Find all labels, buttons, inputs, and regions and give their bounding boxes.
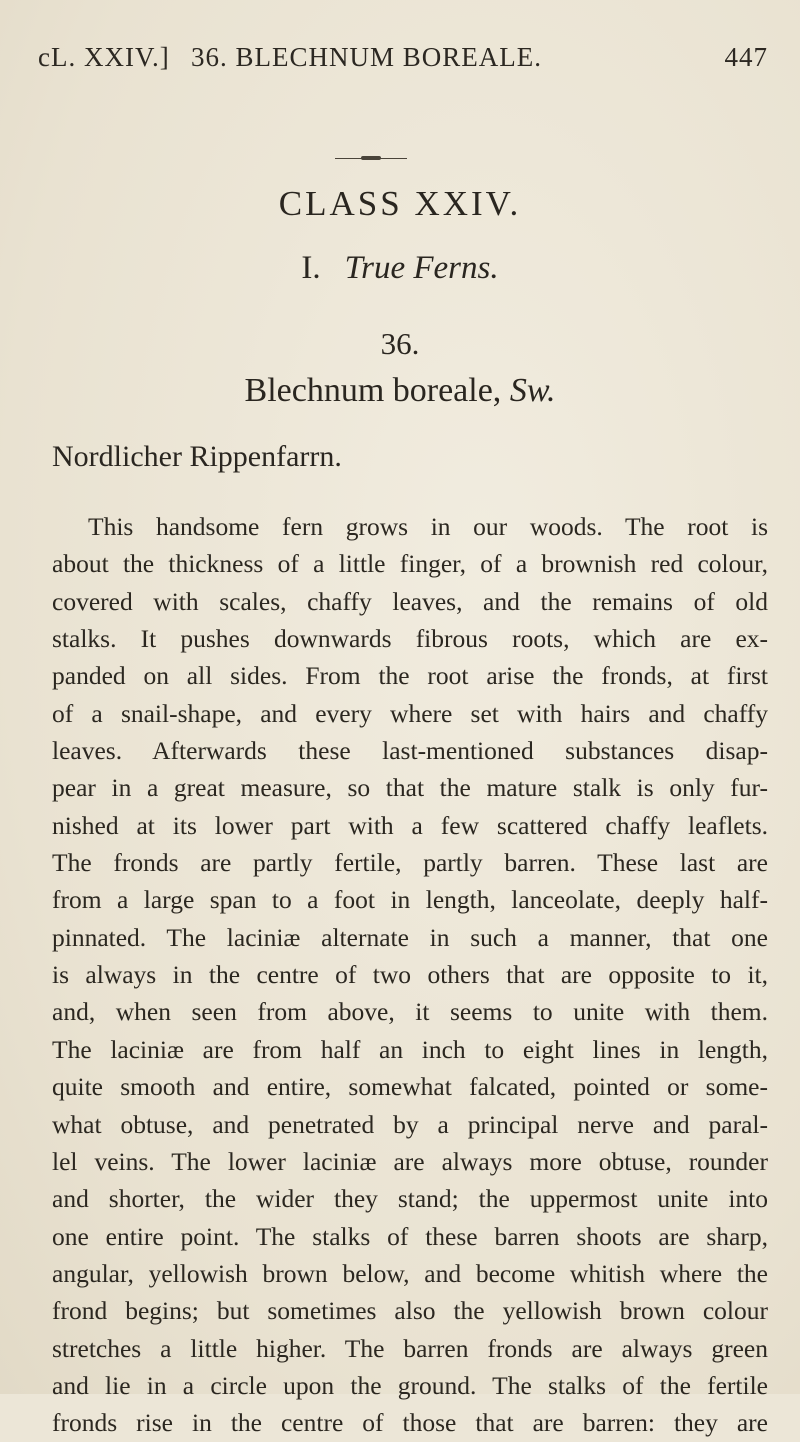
species-name: Blechnum boreale,	[244, 372, 502, 409]
text-line: stalks. It pushes downwards fibrous roots, which are ex-	[52, 624, 768, 654]
text-line: one entire point. The stalks of these barren shoots are sharp,	[52, 1221, 768, 1251]
class-heading: CLASS XXIV.	[278, 184, 522, 223]
text-line: lel veins. The lower laciniæ are always more obtuse, rounder	[52, 1146, 768, 1176]
ornamental-rule	[335, 158, 407, 159]
text-line: about the thickness of a little finger, of a brownish red colour,	[52, 549, 768, 579]
text-line: fronds rise in the centre of those that are barren: they are	[52, 1408, 768, 1438]
text-line: The fronds are partly fertile, partly barren. These last are	[52, 848, 768, 878]
text-line: of a snail-shape, and every where set with hairs and chaffy	[52, 698, 768, 728]
text-line: angular, yellowish brown below, and become whitish where the	[52, 1258, 768, 1288]
text-line: nished at its lower part with a few scattered chaffy leaflets.	[52, 810, 768, 840]
text-line: This handsome fern grows in our woods. The root is	[88, 512, 768, 541]
text-line: is always in the centre of two others that are opposite to it,	[52, 960, 768, 990]
text-line: from a large span to a foot in length, lanceolate, deeply half-	[52, 885, 768, 915]
text-line: covered with scales, chaffy leaves, and the remains of old	[52, 586, 768, 616]
text-line: quite smooth and entire, somewhat falcated, pointed or some-	[52, 1072, 768, 1102]
running-head-class: cL. XXIV.]	[38, 42, 170, 72]
text-line: and, when seen from above, it seems to unite with them.	[52, 997, 768, 1027]
text-line: pinnated. The laciniæ alternate in such a manner, that one	[52, 922, 768, 952]
species-heading	[0, 372, 800, 410]
text-line: and lie in a circle upon the ground. The stalks of the fertile	[52, 1370, 768, 1400]
running-head-title: 36. BLECHNUM BOREALE.	[191, 42, 542, 72]
page-number: 447	[724, 42, 768, 72]
text-line: frond begins; but sometimes also the yellowish brown colour	[52, 1296, 768, 1326]
order-number: I.	[301, 250, 321, 286]
text-line: stretches a little higher. The barren fronds are always green	[52, 1333, 768, 1363]
text-line: panded on all sides. From the root arise the fronds, at first	[52, 661, 768, 691]
order-heading	[0, 250, 800, 287]
species-authority: Sw.	[509, 372, 556, 409]
text-line: leaves. Afterwards these last-mentioned substances disap-	[52, 736, 768, 766]
running-head	[38, 42, 768, 82]
text-line: what obtuse, and penetrated by a principal nerve and paral-	[52, 1109, 768, 1139]
body-text	[52, 508, 768, 1442]
text-line: pear in a great measure, so that the mature stalk is only fur-	[52, 773, 768, 803]
species-number: 36.	[380, 326, 420, 361]
text-line: and shorter, the wider they stand; the uppermost unite into	[52, 1184, 768, 1214]
order-title: True Ferns.	[344, 250, 499, 286]
common-name: Nordlicher Rippenfarrn.	[52, 440, 342, 473]
text-line: The laciniæ are from half an inch to eight lines in length,	[52, 1034, 768, 1064]
